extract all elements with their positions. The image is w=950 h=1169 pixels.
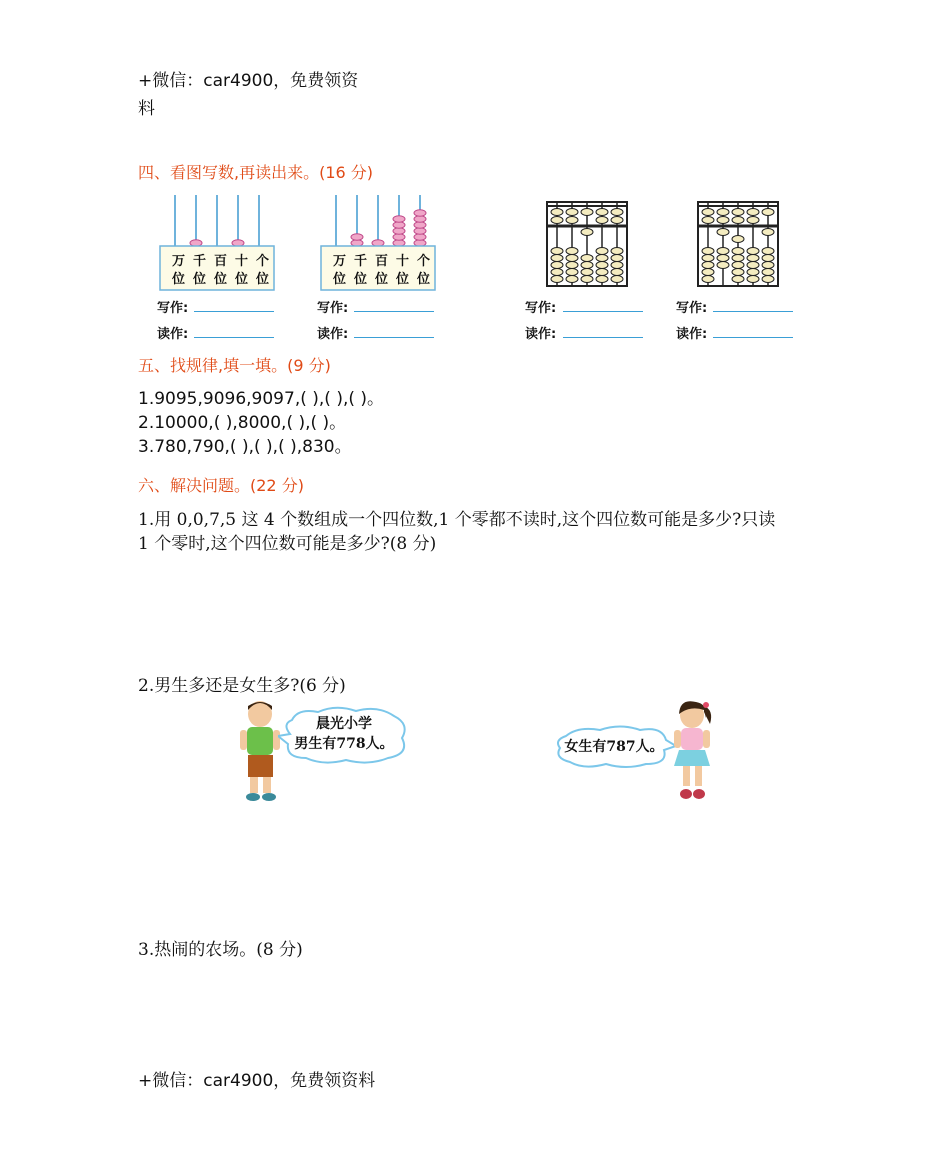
place-label-qian-1: 千 (192, 254, 206, 269)
place-label-shi-1: 十 (234, 254, 248, 269)
place-label-bai-1: 百 (213, 254, 227, 269)
place-label-ge-1: 个 (255, 254, 269, 269)
read-label-2: 读作: (317, 327, 349, 342)
write-line-4[interactable] (713, 311, 793, 312)
problem-2: 2.男生多还是女生多?(6 分) (138, 676, 346, 696)
place-label-ge-2: 个 (416, 254, 430, 269)
section6-heading: 六、解决问题。(22 分) (138, 476, 304, 495)
abacus-1 (546, 200, 628, 288)
write-line-3[interactable] (563, 311, 643, 312)
write-label-3: 写作: (525, 301, 557, 316)
place-label-bai-2: 百 (374, 254, 388, 269)
pattern-question-2: 2.10000,( ),8000,( ),( )。 (138, 413, 347, 433)
place-sub-1d: 位 (234, 272, 248, 287)
place-sub-1c: 位 (213, 272, 227, 287)
watermark-bottom: +微信：car4900，免费领资料 (138, 1071, 376, 1091)
problem-1-line2: 1 个零时,这个四位数可能是多少?(8 分) (138, 534, 437, 554)
problem-1-line1: 1.用 0,0,7,5 这 4 个数组成一个四位数,1 个零都不读时,这个四位数可能是多少?只读 (138, 510, 776, 530)
read-line-3[interactable] (563, 337, 643, 338)
read-line-1[interactable] (194, 337, 274, 338)
place-sub-1a: 位 (171, 272, 185, 287)
place-label-wan-2: 万 (332, 254, 346, 269)
read-label-3: 读作: (525, 327, 557, 342)
abacus-2 (697, 200, 779, 288)
write-label-4: 写作: (676, 301, 708, 316)
read-line-2[interactable] (354, 337, 434, 338)
watermark-top-line2: 料 (138, 99, 155, 119)
place-sub-2d: 位 (395, 272, 409, 287)
place-label-shi-2: 十 (395, 254, 409, 269)
girl-bubble-text: 女生有787人。 (564, 739, 664, 755)
write-line-2[interactable] (354, 311, 434, 312)
boy-bubble-line1: 晨光小学 (316, 716, 372, 732)
write-label-2: 写作: (317, 301, 349, 316)
problem-3: 3.热闹的农场。(8 分) (138, 940, 303, 960)
place-label-wan-1: 万 (171, 254, 185, 269)
place-sub-2e: 位 (416, 272, 430, 287)
write-line-1[interactable] (194, 311, 274, 312)
write-label-1: 写作: (157, 301, 189, 316)
place-sub-2c: 位 (374, 272, 388, 287)
pattern-question-1: 1.9095,9096,9097,( ),( ),( )。 (138, 389, 385, 409)
read-label-4: 读作: (676, 327, 708, 342)
place-sub-1e: 位 (255, 272, 269, 287)
place-label-qian-2: 千 (353, 254, 367, 269)
watermark-top-line1: +微信：car4900，免费领资 (138, 71, 359, 91)
boy-bubble-line2: 男生有778人。 (294, 736, 394, 752)
section5-heading: 五、找规律,填一填。(9 分) (138, 356, 331, 375)
section4-heading: 四、看图写数,再读出来。(16 分) (138, 163, 374, 182)
read-label-1: 读作: (157, 327, 189, 342)
place-sub-1b: 位 (192, 272, 206, 287)
place-sub-2a: 位 (332, 272, 346, 287)
read-line-4[interactable] (713, 337, 793, 338)
girl-illustration (670, 700, 716, 804)
pattern-question-3: 3.780,790,( ),( ),( ),830。 (138, 437, 352, 457)
place-sub-2b: 位 (353, 272, 367, 287)
